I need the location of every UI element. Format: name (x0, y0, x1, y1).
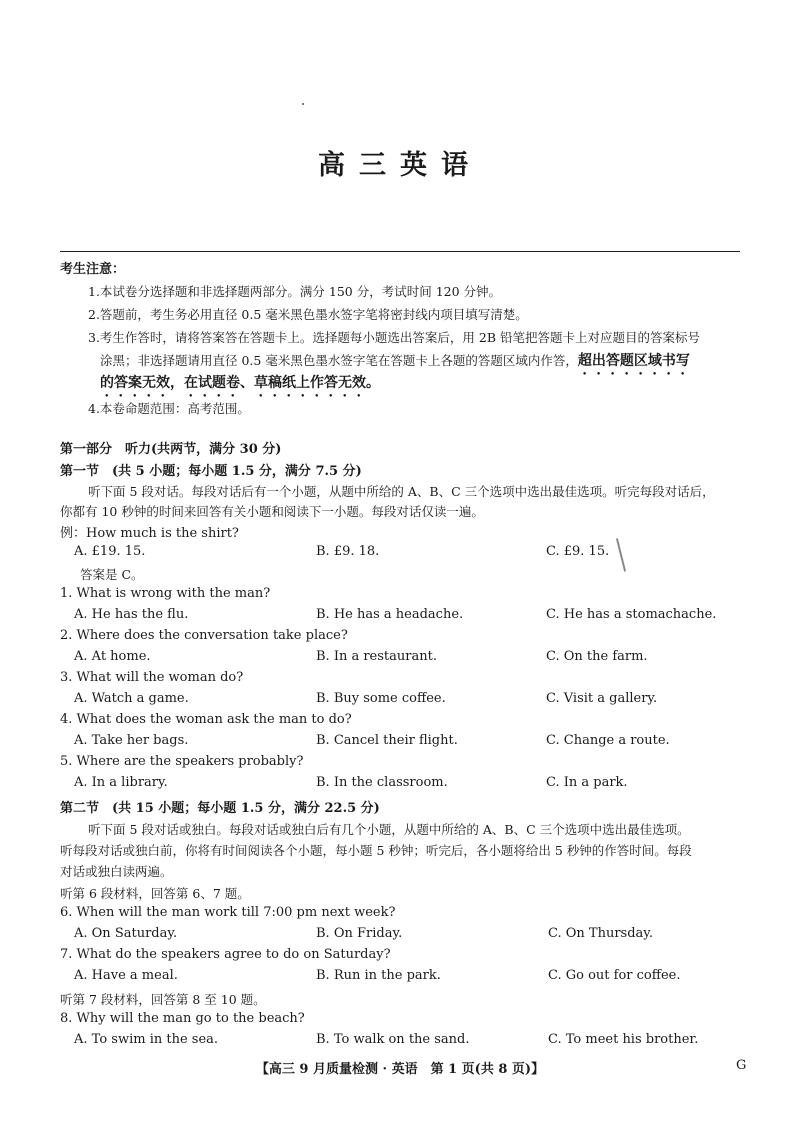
question-1-option-a: A. He has the flu. (74, 607, 189, 622)
section2-heading: 第二节 (共 15 小题；每小题 1.5 分，满分 22.5 分) (60, 801, 380, 816)
question-3-option-c: C. Visit a gallery. (546, 691, 658, 706)
example-option-b: B. £9. 18. (316, 544, 380, 559)
question-6-option-b: B. On Friday. (316, 926, 403, 941)
question-3-option-a: A. Watch a game. (74, 691, 189, 706)
question-8: 8. Why will the man go to the beach? (60, 1011, 305, 1026)
material-7-instruction: 听第 7 段材料，回答第 8 至 10 题。 (60, 992, 266, 1007)
question-2-option-b: B. In a restaurant. (316, 649, 437, 664)
question-4-option-b: B. Cancel their flight. (316, 733, 458, 748)
section2-instruction-line-1: 听下面 5 段对话或独白。每段对话或独白后有几个小题，从题中所给的 A、B、C 三个选项中选出最佳选项。 (88, 822, 690, 837)
page-footer: 【高三 9 月质量检测 · 英语 第 1 页(共 8 页)】 (255, 1062, 545, 1077)
question-6-option-c: C. On Thursday. (548, 926, 654, 941)
question-8-option-a: A. To swim in the sea. (74, 1032, 219, 1047)
question-2-option-c: C. On the farm. (546, 649, 648, 664)
question-2-option-a: A. At home. (74, 649, 151, 664)
notice-heading: 考生注意： (60, 262, 126, 277)
question-4-option-c: C. Change a route. (546, 733, 670, 748)
notice-item-2: 2.答题前，考生务必用直径 0.5 毫米黑色墨水签字笔将密封线内项目填写清楚。 (88, 307, 528, 322)
example-answer: 答案是 C。 (80, 567, 144, 582)
scan-speck (302, 103, 304, 105)
part1-heading: 第一部分 听力(共两节，满分 30 分) (60, 442, 282, 457)
notice-item-1: 1.本试卷分选择题和非选择题两部分。满分 150 分，考试时间 120 分钟。 (88, 284, 502, 299)
version-mark: G (736, 1058, 747, 1073)
question-7: 7. What do the speakers agree to do on Saturday? (60, 947, 391, 962)
section1-instruction-line-2: 你都有 10 秒钟的时间来回答有关小题和阅读下一小题。每段对话仅读一遍。 (60, 504, 484, 519)
section2-instruction-line-3: 对话或独白读两遍。 (60, 864, 173, 879)
notice-item-3-line-1: 3.考生作答时，请将答案答在答题卡上。选择题每小题选出答案后，用 2B 铅笔把答题卡上对应题目的答案标号 (88, 330, 701, 345)
example-option-c: C. £9. 15. (546, 544, 610, 559)
question-5-option-c: C. In a park. (546, 775, 628, 790)
question-1: 1. What is wrong with the man? (60, 586, 271, 601)
question-6-option-a: A. On Saturday. (74, 926, 178, 941)
question-3-option-b: B. Buy some coffee. (316, 691, 446, 706)
notice-item-3-text: 涂黑；非选择题请用直径 0.5 毫米黑色墨水签字笔在答题卡上各题的答题区域内作答， (100, 353, 578, 368)
question-5-option-b: B. In the classroom. (316, 775, 448, 790)
section1-heading: 第一节 (共 5 小题；每小题 1.5 分，满分 7.5 分) (60, 464, 362, 479)
question-7-option-c: C. Go out for coffee. (548, 968, 681, 983)
notice-item-3-emphasis: 超出答题区域书写 (577, 353, 690, 369)
notice-item-3-line-3: 的答案无效，在试题卷、草稿纸上作答无效。 (100, 375, 380, 391)
question-6: 6. When will the man work till 7:00 pm next week? (60, 905, 396, 920)
question-8-option-c: C. To meet his brother. (548, 1032, 699, 1047)
question-1-option-b: B. He has a headache. (316, 607, 464, 622)
question-1-option-c: C. He has a stomachache. (546, 607, 717, 622)
section2-instruction-line-2: 听每段对话或独白前，你将有时间阅读各个小题，每小题 5 秒钟；听完后，各小题将给出 5 秒钟的作答时间。每段 (60, 843, 692, 858)
page-title: 高三英语 (318, 150, 482, 181)
question-7-option-b: B. Run in the park. (316, 968, 441, 983)
example-question: 例：How much is the shirt? (60, 526, 239, 541)
pen-stroke-mark (616, 538, 626, 571)
material-6-instruction: 听第 6 段材料，回答第 6、7 题。 (60, 886, 250, 901)
question-4: 4. What does the woman ask the man to do? (60, 712, 352, 727)
question-8-option-b: B. To walk on the sand. (316, 1032, 470, 1047)
question-7-option-a: A. Have a meal. (74, 968, 178, 983)
example-option-a: A. £19. 15. (74, 544, 146, 559)
notice-item-4: 4.本卷命题范围：高考范围。 (88, 401, 250, 416)
question-2: 2. Where does the conversation take place? (60, 628, 348, 643)
section1-instruction-line-1: 听下面 5 段对话。每段对话后有一个小题，从题中所给的 A、B、C 三个选项中选出最佳选项。听完每段对话后， (88, 484, 715, 499)
question-4-option-a: A. Take her bags. (74, 733, 189, 748)
question-5-option-a: A. In a library. (74, 775, 168, 790)
title-divider (60, 251, 740, 252)
question-5: 5. Where are the speakers probably? (60, 754, 304, 769)
question-3: 3. What will the woman do? (60, 670, 244, 685)
